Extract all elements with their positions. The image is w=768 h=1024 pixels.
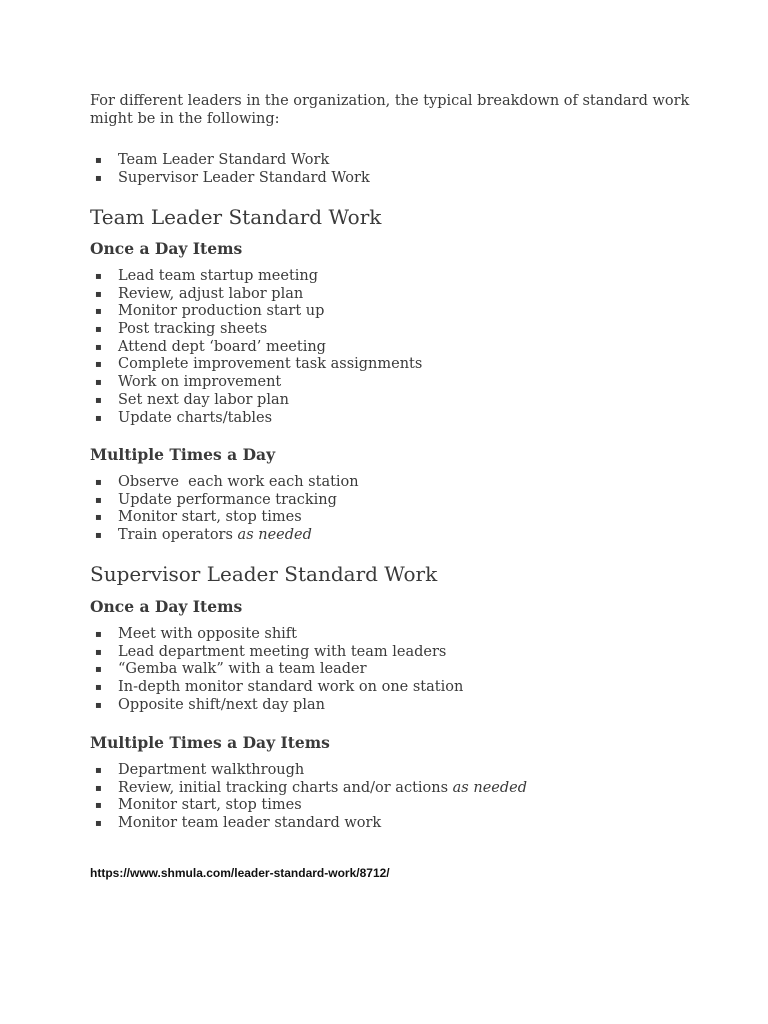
list-item: ▪ Department walkthrough [95,762,305,778]
bullet-icon: ▪ [95,288,102,300]
bullet-icon: ▪ [95,377,102,389]
bullet-icon: ▪ [95,155,102,166]
list-item: ▪ Monitor team leader standard work [95,815,382,832]
list-item: ▪ Update performance tracking [95,491,337,508]
list-item: ▪ Set next day labor plan [95,391,289,408]
bullet-icon: ▪ [95,412,102,424]
bullet-icon: ▪ [95,341,102,353]
bullet-icon: ▪ [95,782,102,794]
supervisor-once-heading: Once a Day Items [90,597,243,616]
team-leader-once-heading: Once a Day Items [90,239,243,258]
supervisor-heading: Supervisor Leader Standard Work [90,562,438,586]
list-item: ▪ “Gemba walk” with a team leader [95,661,367,678]
list-item: ▪ Attend dept ‘board’ meeting [95,338,326,355]
emphasis-text: as needed [452,779,527,796]
supervisor-once-list [95,626,463,714]
list-item: ▪ Opposite shift/next day plan [95,696,325,713]
list-item: ▪ In-depth monitor standard work on one station [95,679,464,696]
list-item: ▪ Monitor start, stop times [95,797,302,814]
list-item: ▪ Complete improvement task assignments [95,356,423,373]
list-item: ▪ Lead team startup meeting [95,268,319,284]
bullet-icon: ▪ [95,629,102,640]
list-item: ▪ Update charts/tables [95,409,273,426]
list-item: ▪ Supervisor Leader Standard Work [95,169,370,186]
supervisor-multi-list [95,762,527,833]
source-url: https://www.shmula.com/leader-standard-work/8712/ [90,866,390,880]
team-leader-once-list [95,268,422,427]
bullet-icon: ▪ [95,271,102,282]
bullet-icon: ▪ [95,765,102,776]
list-item: ▪ Review, adjust labor plan [95,285,304,302]
list-item: ▪ Post tracking sheets [95,321,268,338]
bullet-icon: ▪ [95,477,102,488]
bullet-icon: ▪ [95,512,102,524]
list-item: ▪ Review, initial tracking charts and/or actions as needed [95,779,527,796]
bullet-icon: ▪ [95,324,102,336]
bullet-icon: ▪ [95,800,102,812]
bullet-icon: ▪ [95,646,102,658]
bullet-icon: ▪ [95,172,102,184]
list-item: ▪ Lead department meeting with team leaders [95,643,447,660]
list-item: ▪ Train operators as needed [95,527,312,544]
bullet-icon: ▪ [95,682,102,694]
supervisor-multi-heading: Multiple Times a Day Items [90,733,330,752]
bullet-icon: ▪ [95,394,102,406]
intro-paragraph: For different leaders in the organization, the typical breakdown of standard work might be in the following: [90,93,690,127]
emphasis-text: as needed [237,527,312,544]
list-item: ▪ Work on improvement [95,374,282,391]
team-leader-multi-list [95,474,359,545]
list-item: ▪ Monitor start, stop times [95,509,302,526]
bullet-icon: ▪ [95,306,102,318]
toc-list [95,152,370,187]
bullet-icon: ▪ [95,494,102,506]
bullet-icon: ▪ [95,359,102,371]
list-item: ▪ Monitor production start up [95,303,325,320]
team-leader-heading: Team Leader Standard Work [90,205,382,229]
team-leader-multi-heading: Multiple Times a Day [90,445,276,464]
bullet-icon: ▪ [95,664,102,676]
list-item: ▪ Meet with opposite shift [95,626,297,642]
list-item: ▪ Team Leader Standard Work [95,152,330,168]
bullet-icon: ▪ [95,530,102,542]
bullet-icon: ▪ [95,699,102,711]
bullet-icon: ▪ [95,818,102,830]
list-item: ▪ Observe each work each station [95,474,359,490]
